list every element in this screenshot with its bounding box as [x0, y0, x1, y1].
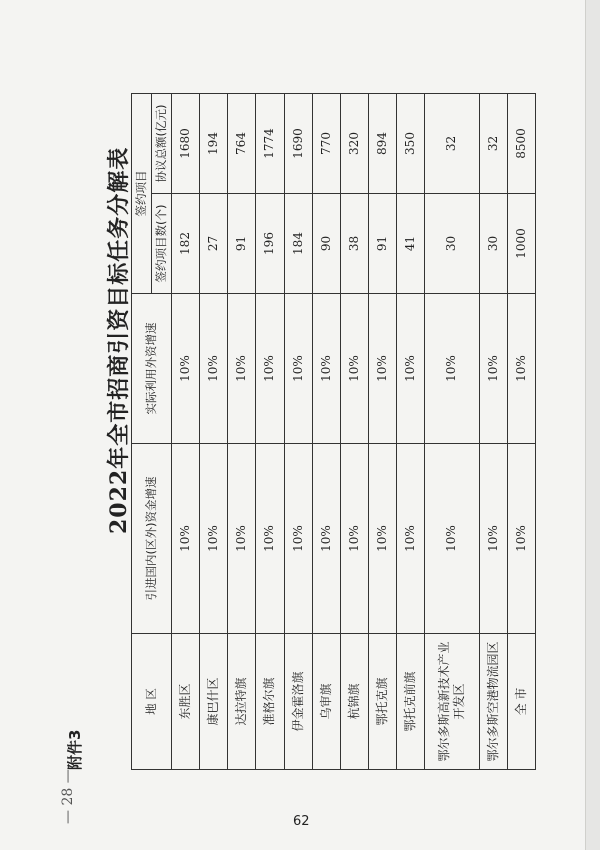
cell-count: 196 [256, 194, 284, 294]
header-domestic-growth: 引进国内(区外)资金增速 [132, 444, 172, 634]
cell-foreign: 10% [172, 294, 200, 444]
cell-count: 90 [312, 194, 340, 294]
cell-foreign: 10% [228, 294, 256, 444]
header-signed-amount: 协议总额(亿元) [152, 94, 172, 194]
cell-count: 184 [284, 194, 312, 294]
cell-amount: 32 [479, 94, 507, 194]
cell-domestic: 10% [256, 444, 284, 634]
table-row [284, 94, 312, 770]
cell-region: 鄂尔多斯空港物流园区 [479, 634, 507, 770]
cell-amount: 764 [228, 94, 256, 194]
page-edge [585, 0, 600, 850]
cell-domestic: 10% [312, 444, 340, 634]
table-row [340, 94, 368, 770]
page-title: 2022年全市招商引资目标任务分解表 [106, 146, 132, 534]
cell-amount: 320 [340, 94, 368, 194]
cell-amount: 194 [200, 94, 228, 194]
table-row [228, 94, 256, 770]
table-row [312, 94, 340, 770]
cell-foreign: 10% [425, 294, 480, 444]
cell-region: 杭锦旗 [340, 634, 368, 770]
cell-domestic: 10% [507, 444, 535, 634]
header-foreign-growth: 实际利用外资增速 [132, 294, 172, 444]
cell-foreign: 10% [479, 294, 507, 444]
target-table [131, 93, 536, 770]
cell-count: 38 [340, 194, 368, 294]
cell-amount: 894 [368, 94, 396, 194]
cell-count: 30 [425, 194, 480, 294]
cell-region: 达拉特旗 [228, 634, 256, 770]
cell-foreign: 10% [368, 294, 396, 444]
footer-page-number: 62 [293, 814, 310, 829]
table-row [200, 94, 228, 770]
cell-amount: 350 [397, 94, 425, 194]
cell-region: 伊金霍洛旗 [284, 634, 312, 770]
cell-domestic: 10% [368, 444, 396, 634]
cell-amount: 32 [425, 94, 480, 194]
cell-amount: 770 [312, 94, 340, 194]
cell-foreign: 10% [507, 294, 535, 444]
cell-count: 91 [228, 194, 256, 294]
cell-region: 东胜区 [172, 634, 200, 770]
cell-amount: 1680 [172, 94, 200, 194]
cell-foreign: 10% [200, 294, 228, 444]
cell-domestic: 10% [397, 444, 425, 634]
cell-region: 乌审旗 [312, 634, 340, 770]
cell-count: 91 [368, 194, 396, 294]
table-row-total [507, 94, 535, 770]
document-page-number: — 28 — [60, 769, 76, 824]
table-row [256, 94, 284, 770]
cell-domestic: 10% [200, 444, 228, 634]
cell-amount: 1774 [256, 94, 284, 194]
cell-region: 鄂托克旗 [368, 634, 396, 770]
cell-foreign: 10% [284, 294, 312, 444]
header-signed-count: 签约项目数(个) [152, 194, 172, 294]
cell-domestic: 10% [284, 444, 312, 634]
cell-region: 准格尔旗 [256, 634, 284, 770]
cell-domestic: 10% [172, 444, 200, 634]
table-row [172, 94, 200, 770]
cell-domestic: 10% [425, 444, 480, 634]
cell-amount: 8500 [507, 94, 535, 194]
cell-domestic: 10% [340, 444, 368, 634]
cell-amount: 1690 [284, 94, 312, 194]
table-row [479, 94, 507, 770]
cell-region: 鄂尔多斯高新技术产业开发区 [425, 634, 480, 770]
header-region: 地 区 [132, 634, 172, 770]
cell-domestic: 10% [479, 444, 507, 634]
cell-count: 27 [200, 194, 228, 294]
table-row [397, 94, 425, 770]
table-row [425, 94, 480, 770]
cell-count: 182 [172, 194, 200, 294]
cell-count: 30 [479, 194, 507, 294]
cell-region: 鄂托克前旗 [397, 634, 425, 770]
cell-region: 康巴什区 [200, 634, 228, 770]
cell-domestic: 10% [228, 444, 256, 634]
cell-foreign: 10% [312, 294, 340, 444]
attachment-label: 附件3 [66, 729, 84, 770]
cell-foreign: 10% [340, 294, 368, 444]
cell-region: 全 市 [507, 634, 535, 770]
table-row [368, 94, 396, 770]
cell-count: 1000 [507, 194, 535, 294]
header-signed-group: 签约项目 [132, 94, 152, 294]
cell-count: 41 [397, 194, 425, 294]
cell-foreign: 10% [397, 294, 425, 444]
cell-foreign: 10% [256, 294, 284, 444]
